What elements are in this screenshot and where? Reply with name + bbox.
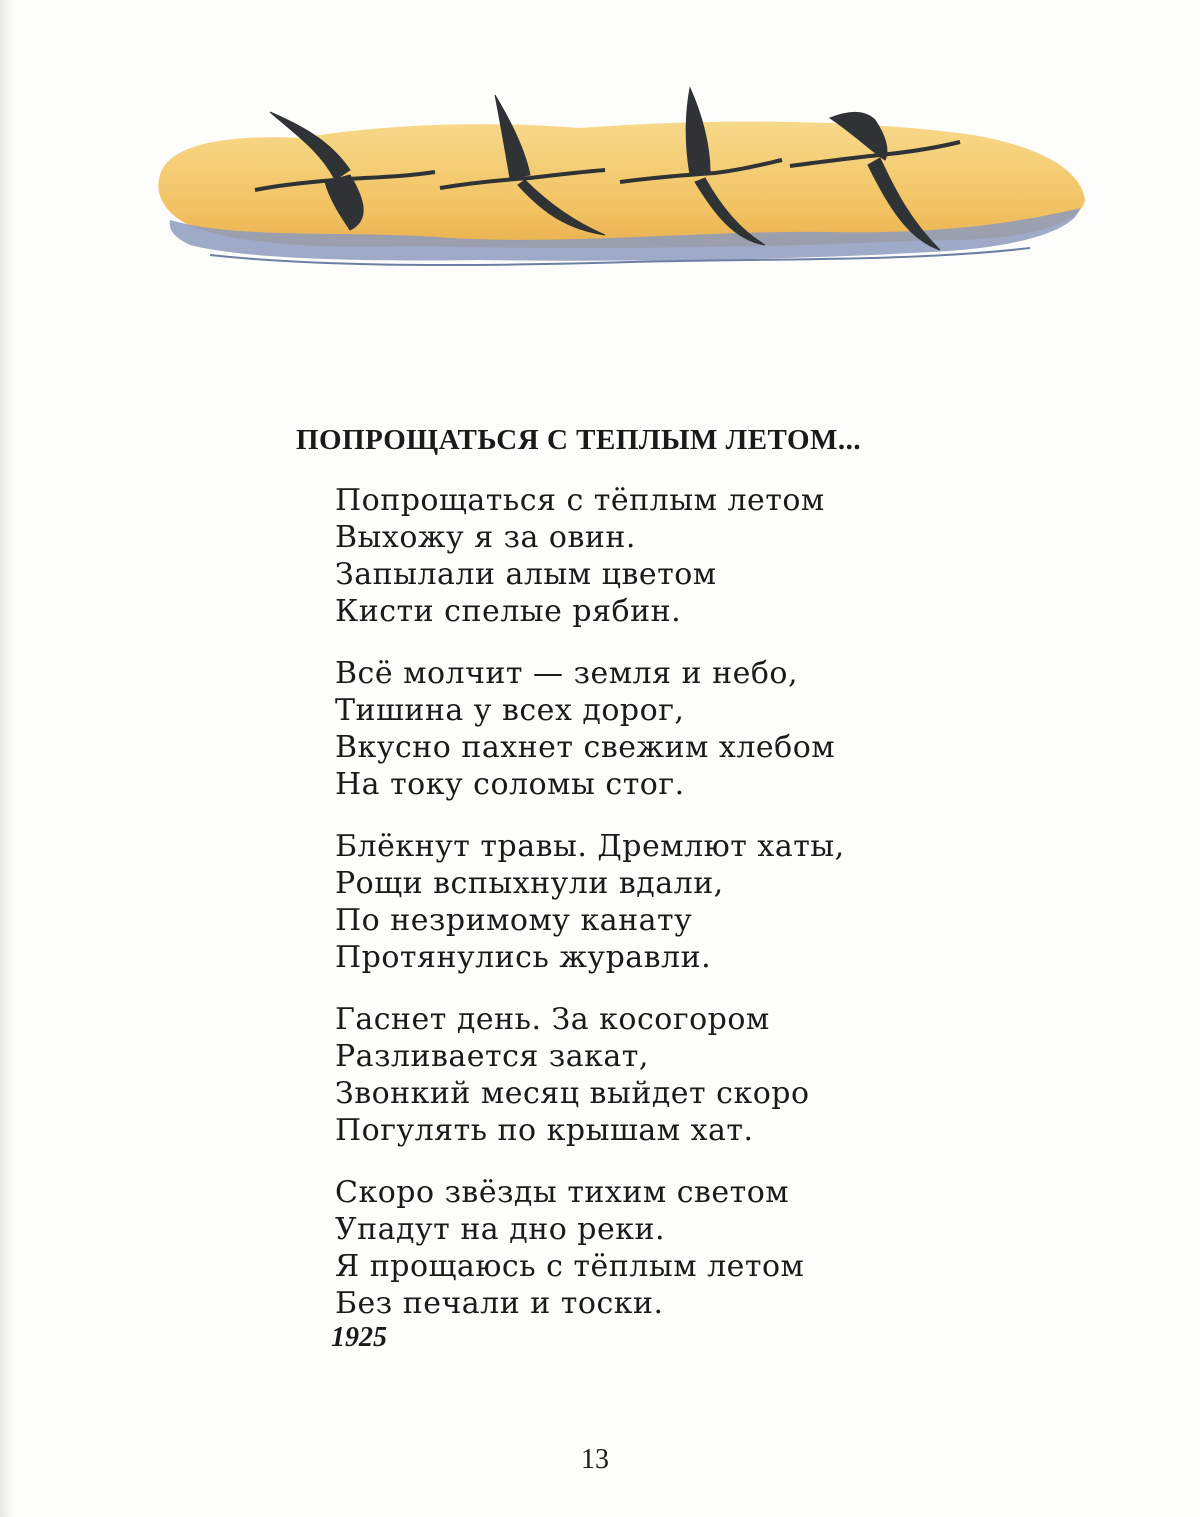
poem-line: Упадут на дно реки. (335, 1212, 666, 1247)
poem-line: Блёкнут травы. Дремлют хаты, (335, 829, 845, 864)
poem-line: Выхожу я за овин. (335, 520, 636, 555)
stanza (335, 1174, 935, 1322)
poem-line: Я прощаюсь с тёплым летом (335, 1249, 805, 1284)
poem-line: Попрощаться с тёплым летом (335, 483, 825, 518)
poem-line: Без печали и тоски. (335, 1286, 664, 1321)
stanza (335, 828, 935, 976)
poem-line: Рощи вспыхнули вдали, (335, 866, 724, 901)
page-edge (0, 0, 14, 1517)
poem-line: По незримому канату (335, 903, 693, 938)
stanza (335, 655, 935, 803)
page-number: 13 (581, 1444, 609, 1475)
poem-body (335, 482, 935, 1347)
stanza (335, 482, 935, 630)
stanza (335, 1001, 935, 1149)
poem-line: Скоро звёзды тихим светом (335, 1175, 790, 1210)
cranes-illustration (150, 80, 1095, 280)
poem-line: Звонкий месяц выйдет скоро (335, 1076, 810, 1111)
poem-line: На току соломы стог. (335, 767, 685, 802)
poem-line: Гаснет день. За косогором (335, 1002, 770, 1037)
poem-line: Тишина у всех дорог, (335, 693, 685, 728)
poem-year: 1925 (331, 1322, 387, 1353)
poem-line: Кисти спелые рябин. (335, 594, 682, 629)
poem-line: Всё молчит — земля и небо, (335, 656, 798, 691)
poem-title: ПОПРОЩАТЬСЯ С ТЕПЛЫМ ЛЕТОМ... (296, 424, 862, 456)
poem-line: Протянулись журавли. (335, 940, 712, 975)
poem-line: Разливается закат, (335, 1039, 649, 1074)
poem-line: Погулять по крышам хат. (335, 1113, 754, 1148)
poem-line: Вкусно пахнет свежим хлебом (335, 730, 836, 765)
poem-line: Запылали алым цветом (335, 557, 717, 592)
